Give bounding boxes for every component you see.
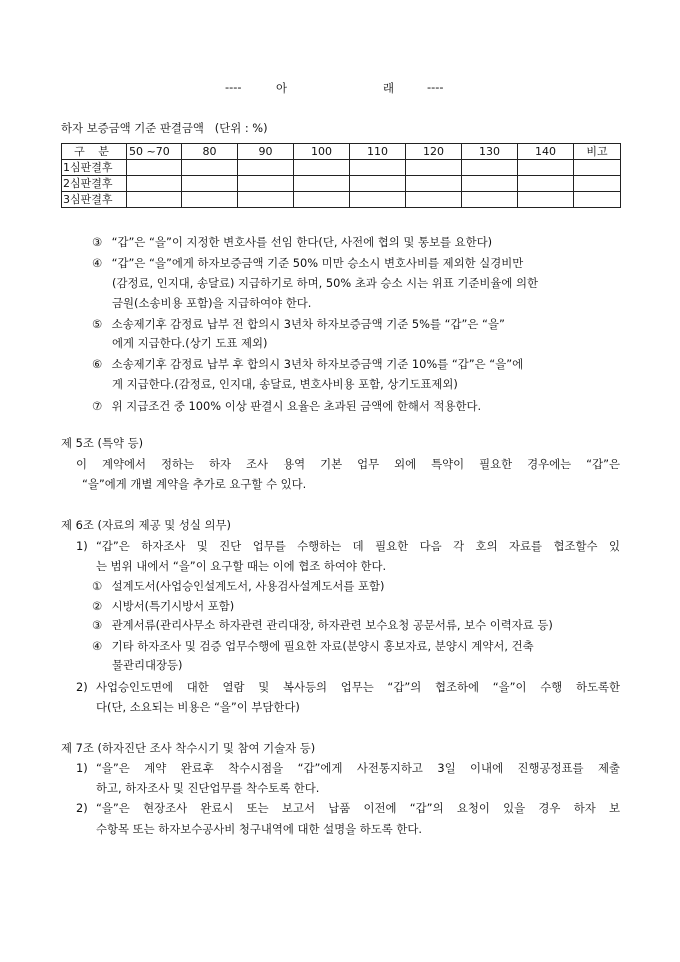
table-cell	[294, 192, 350, 208]
table-cell	[406, 160, 462, 176]
table-row	[62, 176, 621, 192]
heading-char-a: 아	[276, 81, 288, 95]
article-6-para-1-num: 1)	[76, 539, 88, 553]
item-6	[92, 356, 523, 372]
article-7-para-1-line-2: 하고, 하자조사 및 진단업무를 착수토록 한다.	[96, 781, 320, 795]
article-7-para-1-line-1: “을”은 계약 완료후 착수시점을 “갑”에게 사전통지하고 3일 이내에 진행공정표를 제출	[96, 761, 620, 775]
header-cell: 130	[462, 144, 518, 160]
item-6-line-2: 게 지급한다.(감정료, 인지대, 송달료, 변호사비용 포함, 상기도표제외)	[112, 377, 458, 391]
table-cell	[518, 160, 574, 176]
item-text: 소송제기후 감정료 납부 전 합의시 3년차 하자보증금액 기준 5%를 “갑”은 “을”	[111, 317, 505, 331]
section-heading	[0, 80, 680, 96]
article-7-para-1-num: 1)	[76, 761, 88, 775]
article-7-title: 제 7조 (하자진단 조사 착수시기 및 참여 기술자 등)	[61, 741, 316, 755]
table-cell	[574, 176, 621, 192]
table-cell	[238, 160, 294, 176]
header-cell: 80	[182, 144, 238, 160]
article-6-sub-2	[92, 598, 234, 614]
table-cell	[406, 176, 462, 192]
header-cell: 100	[294, 144, 350, 160]
item-7	[92, 398, 481, 414]
table-cell	[406, 192, 462, 208]
sub-marker: ④	[92, 639, 103, 653]
heading-char-rae: 래	[383, 81, 395, 95]
table-cell	[182, 160, 238, 176]
table-cell	[350, 176, 406, 192]
header-cell: 구 분	[62, 144, 127, 160]
article-6-para-1-line-1: “갑”은 하자조사 및 진단 업무를 수행하는 데 필요한 다음 각 호의 자료를 협조할수 있	[96, 539, 620, 553]
header-cell: 비고	[574, 144, 621, 160]
sub-text: 시방서(특기시방서 포함)	[111, 599, 235, 613]
item-marker: ⑤	[92, 317, 103, 331]
item-5	[92, 316, 505, 332]
item-3	[92, 234, 492, 250]
article-5-line-1: 이 계약에서 정하는 하자 조사 용역 기본 업무 외에 특약이 필요한 경우에는 “갑”은	[76, 457, 620, 471]
article-7-para-2-line-2: 수항목 또는 하자보수공사비 청구내역에 대한 설명을 하도록 한다.	[96, 822, 423, 836]
table-cell	[182, 176, 238, 192]
sub-text: 기타 하자조사 및 검증 업무수행에 필요한 자료(분양시 홍보자료, 분양시 계약서, 건축	[111, 639, 534, 653]
table-cell	[294, 176, 350, 192]
item-text: 위 지급조건 중 100% 이상 판결시 요율은 초과된 금액에 한해서 적용한다.	[111, 399, 482, 413]
item-text: 소송제기후 감정료 납부 후 합의시 3년차 하자보증금액 기준 10%를 “갑”은 “을”에	[111, 357, 524, 371]
article-7-para-2-line-1: “을”은 현장조사 완료시 또는 보고서 납품 이전에 “갑”의 요청이 있을 경우 하자 보	[96, 801, 620, 815]
table-cell	[238, 176, 294, 192]
sub-text: 설계도서(사업승인설계도서, 사용검사설계도서를 포함)	[111, 579, 385, 593]
article-6-sub-4-line-2: 물관리대장등)	[112, 658, 183, 672]
warranty-rate-table	[61, 143, 621, 208]
article-5-line-2: “을”에게 개별 계약을 추가로 요구할 수 있다.	[82, 477, 307, 491]
item-text: “갑”은 “을”이 지정한 변호사를 선임 한다(단, 사전에 협의 및 통보를 요한다)	[111, 235, 493, 249]
row-label: 3심판결후	[62, 192, 127, 208]
header-cell: 120	[406, 144, 462, 160]
item-marker: ⑥	[92, 357, 103, 371]
table-cell	[574, 160, 621, 176]
item-4-line-3: 금원(소송비용 포함)을 지급하여야 한다.	[112, 296, 312, 310]
sub-marker: ②	[92, 599, 103, 613]
article-6-para-2-num: 2)	[76, 680, 88, 694]
article-6-para-2-line-2: 다(단, 소요되는 비용은 “을”이 부담한다)	[96, 700, 300, 714]
table-caption: 하자 보증금액 기준 판결금액 (단위 : %)	[61, 121, 268, 135]
table-cell	[462, 160, 518, 176]
table-cell	[350, 192, 406, 208]
item-marker: ④	[92, 256, 103, 270]
article-6-sub-4	[92, 638, 534, 654]
header-cell: 90	[238, 144, 294, 160]
heading-dash-right: ----	[427, 80, 444, 94]
item-4-line-2: (감정료, 인지대, 송달료) 지급하기로 하며, 50% 초과 승소 시는 위표 기준비율에 의한	[112, 276, 539, 290]
item-marker: ③	[92, 235, 103, 249]
table-cell	[127, 176, 182, 192]
row-label: 1심판결후	[62, 160, 127, 176]
row-label: 2심판결후	[62, 176, 127, 192]
table-cell	[127, 160, 182, 176]
sub-text: 관계서류(관리사무소 하자관련 관리대장, 하자관련 보수요청 공문서류, 보수 이력자료 등)	[111, 618, 553, 632]
item-text: “갑”은 “을”에게 하자보증금액 기준 50% 미만 승소시 변호사비를 제외한 실경비만	[111, 256, 524, 270]
table-cell	[182, 192, 238, 208]
table-cell	[127, 192, 182, 208]
table-row	[62, 160, 621, 176]
item-5-line-2: 에게 지급한다.(상기 도표 제외)	[112, 336, 268, 350]
table-cell	[574, 192, 621, 208]
sub-marker: ①	[92, 579, 103, 593]
header-cell: 50 ~70	[127, 144, 182, 160]
table-row	[62, 192, 621, 208]
item-4	[92, 255, 523, 271]
table-cell	[238, 192, 294, 208]
article-6-para-2-line-1: 사업승인도면에 대한 열람 및 복사등의 업무는 “갑”의 협조하에 “을”이 수행 하도록한	[96, 680, 620, 694]
item-marker: ⑦	[92, 399, 103, 413]
article-6-title: 제 6조 (자료의 제공 및 성실 의무)	[61, 518, 231, 532]
header-cell: 110	[350, 144, 406, 160]
article-6-sub-1	[92, 578, 384, 594]
article-6-sub-3	[92, 617, 553, 633]
table-cell	[518, 192, 574, 208]
article-5-title: 제 5조 (특약 등)	[61, 436, 144, 450]
heading-dash-left: ----	[225, 80, 242, 94]
table-cell	[350, 160, 406, 176]
table-cell	[518, 176, 574, 192]
table-cell	[462, 192, 518, 208]
article-6-para-1-line-2: 는 범위 내에서 “을”이 요구할 때는 이에 협조 하여야 한다.	[96, 559, 387, 573]
article-7-para-2-num: 2)	[76, 801, 88, 815]
header-cell: 140	[518, 144, 574, 160]
table-cell	[462, 176, 518, 192]
table-header-row	[62, 144, 621, 160]
table-cell	[294, 160, 350, 176]
sub-marker: ③	[92, 618, 103, 632]
